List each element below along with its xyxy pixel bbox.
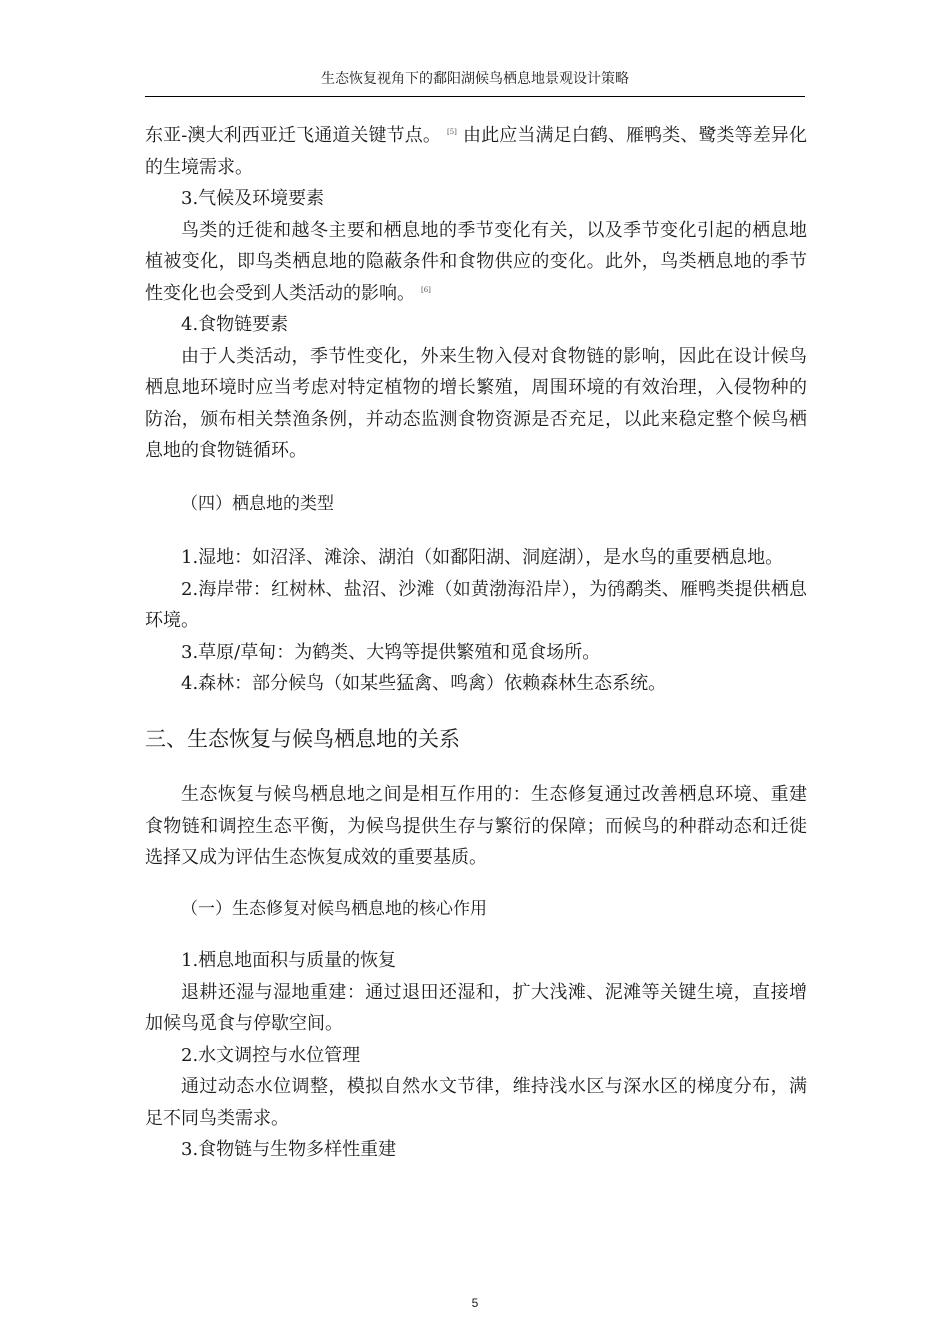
numbered-heading-foodchain: 4.食物链要素: [181, 314, 289, 335]
spacer: [145, 467, 807, 489]
list-item-coast: 2.海岸带：红树林、盐沼、沙滩（如黄渤海沿岸），为鸻鹬类、雁鸭类提供栖息环境。: [145, 578, 807, 631]
spacer: [145, 755, 807, 779]
spacer: [145, 925, 807, 945]
paragraph-foodchain: 由于人类活动，季节性变化，外来生物入侵对食物链的影响，因此在设计候鸟栖息地环境时应当考虑对特定植物的增长繁殖，周围环境的有效治理，入侵物种的防治，颁布相关禁渔条例，并动态监测食物资源是否充足，以此来稳定整个候鸟栖息地的食物链循环。: [145, 345, 807, 461]
section-heading: 三、生态恢复与候鸟栖息地的关系: [145, 726, 460, 751]
paragraph-hydrology: 通过动态水位调整，模拟自然水文节律，维持浅水区与深水区的梯度分布，满足不同鸟类需求。: [145, 1076, 807, 1129]
list-item-grassland: 3.草原/草甸：为鹤类、大鸨等提供繁殖和觅食场所。: [181, 641, 601, 663]
page-number: 5: [471, 1296, 479, 1310]
numbered-heading-climate: 3.气候及环境要素: [181, 188, 325, 209]
body-text: [145, 120, 807, 1166]
paragraph-area: 退耕还湿与湿地重建：通过退田还湿和，扩大浅滩、泥滩等关键生境，直接增加候鸟觅食与停歇空间。: [145, 981, 807, 1034]
numbered-heading-area: 1.栖息地面积与质量的恢复: [181, 950, 397, 971]
numbered-heading-biodiversity: 3.食物链与生物多样性重建: [181, 1139, 397, 1160]
spacer: [145, 874, 807, 894]
paragraph-text: 鸟类的迁徙和越冬主要和栖息地的季节变化有关，以及季节变化引起的栖息地植被变化，即鸟类栖息地的隐蔽条件和食物供应的变化。此外，鸟类栖息地的季节性变化也会受到人类活动的影响。: [145, 219, 807, 304]
continued-paragraph: [145, 120, 807, 183]
paragraph-section-intro: 生态恢复与候鸟栖息地之间是相互作用的：生态修复通过改善栖息环境、重建食物链和调控生态平衡，为候鸟提供生存与繁衍的保障；而候鸟的种群动态和迁徙选择又成为评估生态恢复成效的重要基质。: [145, 784, 807, 868]
citation-marker: [6]: [421, 285, 431, 294]
citation-marker: [5]: [446, 128, 457, 136]
numbered-heading-hydrology: 2.水文调控与水位管理: [181, 1044, 361, 1066]
subsection-heading-core-role: （一）生态修复对候鸟栖息地的核心作用: [181, 898, 487, 919]
paragraph-text: 由此应当满足白鹤、雁鸭类、鹭类等差异化的生境需求。: [145, 125, 807, 178]
paragraph-text: 东亚-澳大利西亚迁飞通道关键节点。: [145, 125, 441, 146]
list-item-forest: 4.森林：部分候鸟（如某些猛禽、鸣禽）依赖森林生态系统。: [181, 673, 667, 694]
list-item-wetland: 1.湿地：如沼泽、滩涂、湖泊（如鄱阳湖、洞庭湖），是水鸟的重要栖息地。: [181, 547, 784, 568]
spacer: [145, 700, 807, 724]
paragraph-climate: [145, 215, 807, 310]
spacer: [145, 520, 807, 542]
running-header: [145, 70, 805, 97]
subsection-heading-habitat-types: （四）栖息地的类型: [181, 493, 334, 514]
running-header-title: 生态恢复视角下的鄱阳湖候鸟栖息地景观设计策略: [321, 71, 629, 87]
